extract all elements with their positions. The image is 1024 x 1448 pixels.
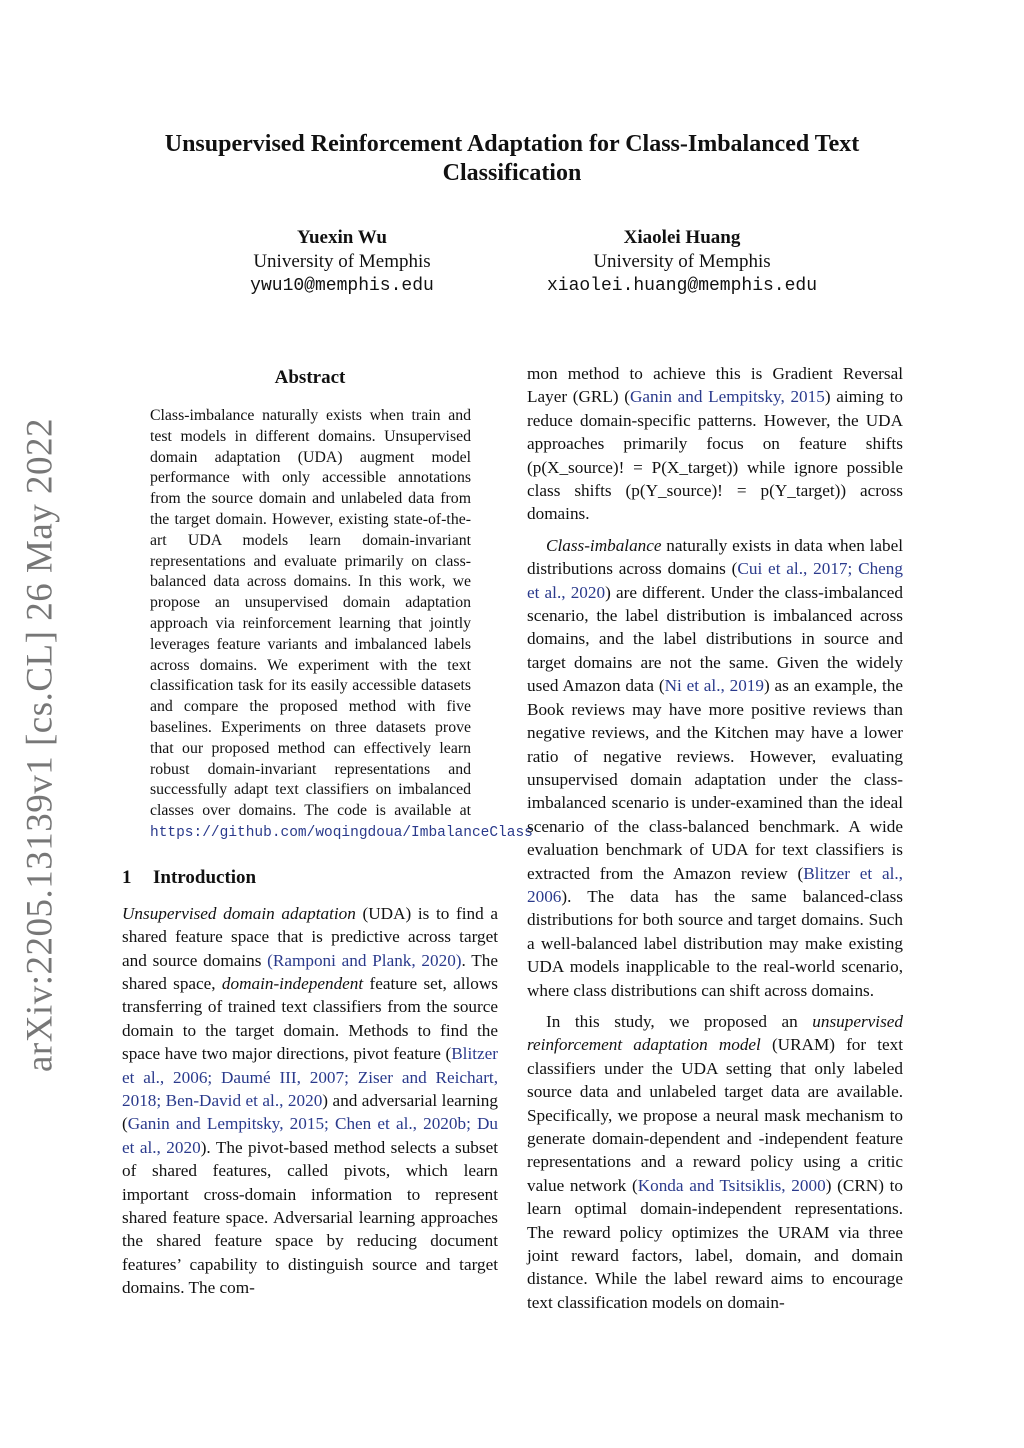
- abstract-text: Class-imbalance naturally exists when train and test models in different domains. Unsupervised domain adaptation (UDA) augment model performance with only accessible annotations from the source domain and unlabeled data from the target domain. However, existing state-of-the-art UDA models learn domain-invariant representations and evaluate primarily on class-balanced data across domains. In this work, we propose an unsupervised domain adaptation approach via reinforcement learning that jointly leverages feature variants and imbalanced labels across domains. We experiment with the text classification task for its easily accessible datasets and compare the proposed method with five baselines. Experiments on three datasets prove that our proposed method can effectively learn robust domain-invariant representations and successfully adapt text classifiers on imbalanced classes over domains. The code is available at https://github.com/woqingdoua/ImbalanceClass: [150, 407, 533, 841]
- citation-link[interactable]: Konda and Tsitsiklis, 2000: [637, 1175, 826, 1195]
- section-title: Introduction: [153, 866, 257, 888]
- citation-link[interactable]: Ganin and Lempitsky, 2015: [629, 387, 825, 407]
- code-link[interactable]: https://github.com/woqingdoua/ImbalanceClass: [150, 824, 533, 841]
- section-heading-introduction: [122, 864, 498, 892]
- author-email: xiaolei.huang@memphis.edu: [546, 276, 818, 296]
- author-block-2: [482, 226, 882, 298]
- left-column: [122, 362, 533, 1300]
- intro-paragraph-2: Class-imbalance naturally exists in data when label distributions across domains (Cui et al., 2017; Cheng et al., 2020) are different. Under the class-imbalanced scenario, the label distribution is imbalanced across domains, and the label distributions in source and target domains are not the same. Given the widely used Amazon data (Ni et al., 2019) as an example, the Book reviews may have more positive reviews than negative reviews, and the Kitchen may have a lower ratio of negative reviews. However, evaluating unsupervised domain adaptation under the class-imbalanced scenario is under-examined than the ideal scenario of the class-balanced benchmark. A wide evaluation benchmark of UDA for text classifiers is extracted from the Amazon review (Blitzer et al., 2006). The data has the same balanced-class distributions for both source and target domains. Such a well-balanced label distribution may make existing UDA models inapplicable to the real-world scenario, where class distributions can shift across domains.: [527, 535, 904, 1000]
- citation-link[interactable]: Ni et al., 2019: [664, 676, 764, 696]
- arxiv-watermark: [10, 417, 70, 1073]
- citation-link[interactable]: (Ramponi and Plank, 2020): [267, 950, 462, 970]
- author-name: Yuexin Wu: [297, 227, 387, 248]
- paper-title: Unsupervised Reinforcement Adaptation for Class-Imbalanced Text Classification: [164, 131, 860, 186]
- author-affiliation: University of Memphis: [593, 251, 771, 272]
- citation-link[interactable]: Blitzer et al., 2006: [527, 863, 903, 906]
- author-name: Xiaolei Huang: [623, 227, 741, 248]
- author-affiliation: University of Memphis: [253, 251, 431, 272]
- section-number: 1: [122, 866, 132, 888]
- intro-paragraph-continued: mon method to achieve this is Gradient Reversal Layer (GRL) (Ganin and Lempitsky, 2015) aiming to reduce domain-specific patterns. However, the UDA approaches primarily focus on feature shifts (p(X_source)! = P(X_target)) while ignore possible class shifts (p(Y_source)! = p(Y_target)) across domains.: [527, 364, 903, 524]
- author-email: ywu10@memphis.edu: [250, 276, 434, 296]
- intro-paragraph-1: Unsupervised domain adaptation (UDA) is to find a shared feature space that is predictive across target and source domains (Ramponi and Plank, 2020). The shared space, domain-independent feature set, allows transferring of trained text classifiers from the source domain to the target domain. Methods to find the space have two major directions, pivot feature (Blitzer et al., 2006; Daumé III, 2007; Ziser and Reichart, 2018; Ben-David et al., 2020) and adversarial learning (Ganin and Lempitsky, 2015; Chen et al., 2020b; Du et al., 2020). The pivot-based method selects a subset of shared features, called pivots, which learn important cross-domain information to represent shared feature space. Adversarial learning approaches the shared feature space by reducing document features’ capability to distinguish source and target domains. The com-: [122, 903, 498, 1298]
- arxiv-watermark-text: arXiv:2205.13139v1 [cs.CL] 26 May 2022: [19, 417, 61, 1073]
- intro-paragraph-3: In this study, we proposed an unsupervised reinforcement adaptation model (URAM) for text classifiers under the UDA setting that only labeled source data and unlabeled target data are available. Specifically, we propose a neural mask mechanism to generate domain-dependent and -independent feature representations and a reward policy using a critic value network (Konda and Tsitsiklis, 2000) (CRN) to learn optimal domain-independent representations. The reward policy optimizes the URAM via three joint reward factors, label, domain, and domain distance. While the label reward aims to encourage text classification models on domain-: [527, 1011, 903, 1312]
- right-column: [527, 362, 903, 1314]
- abstract-heading: Abstract: [274, 367, 346, 388]
- citation-link[interactable]: Blitzer et al., 2006; Daumé III, 2007; Ziser and Reichart, 2018; Ben-David et al., 2020: [122, 1044, 498, 1110]
- citation-link[interactable]: Cui et al., 2017; Cheng et al., 2020: [527, 559, 903, 602]
- citation-link[interactable]: Ganin and Lempitsky, 2015; Chen et al., 2020b; Du et al., 2020: [122, 1114, 498, 1157]
